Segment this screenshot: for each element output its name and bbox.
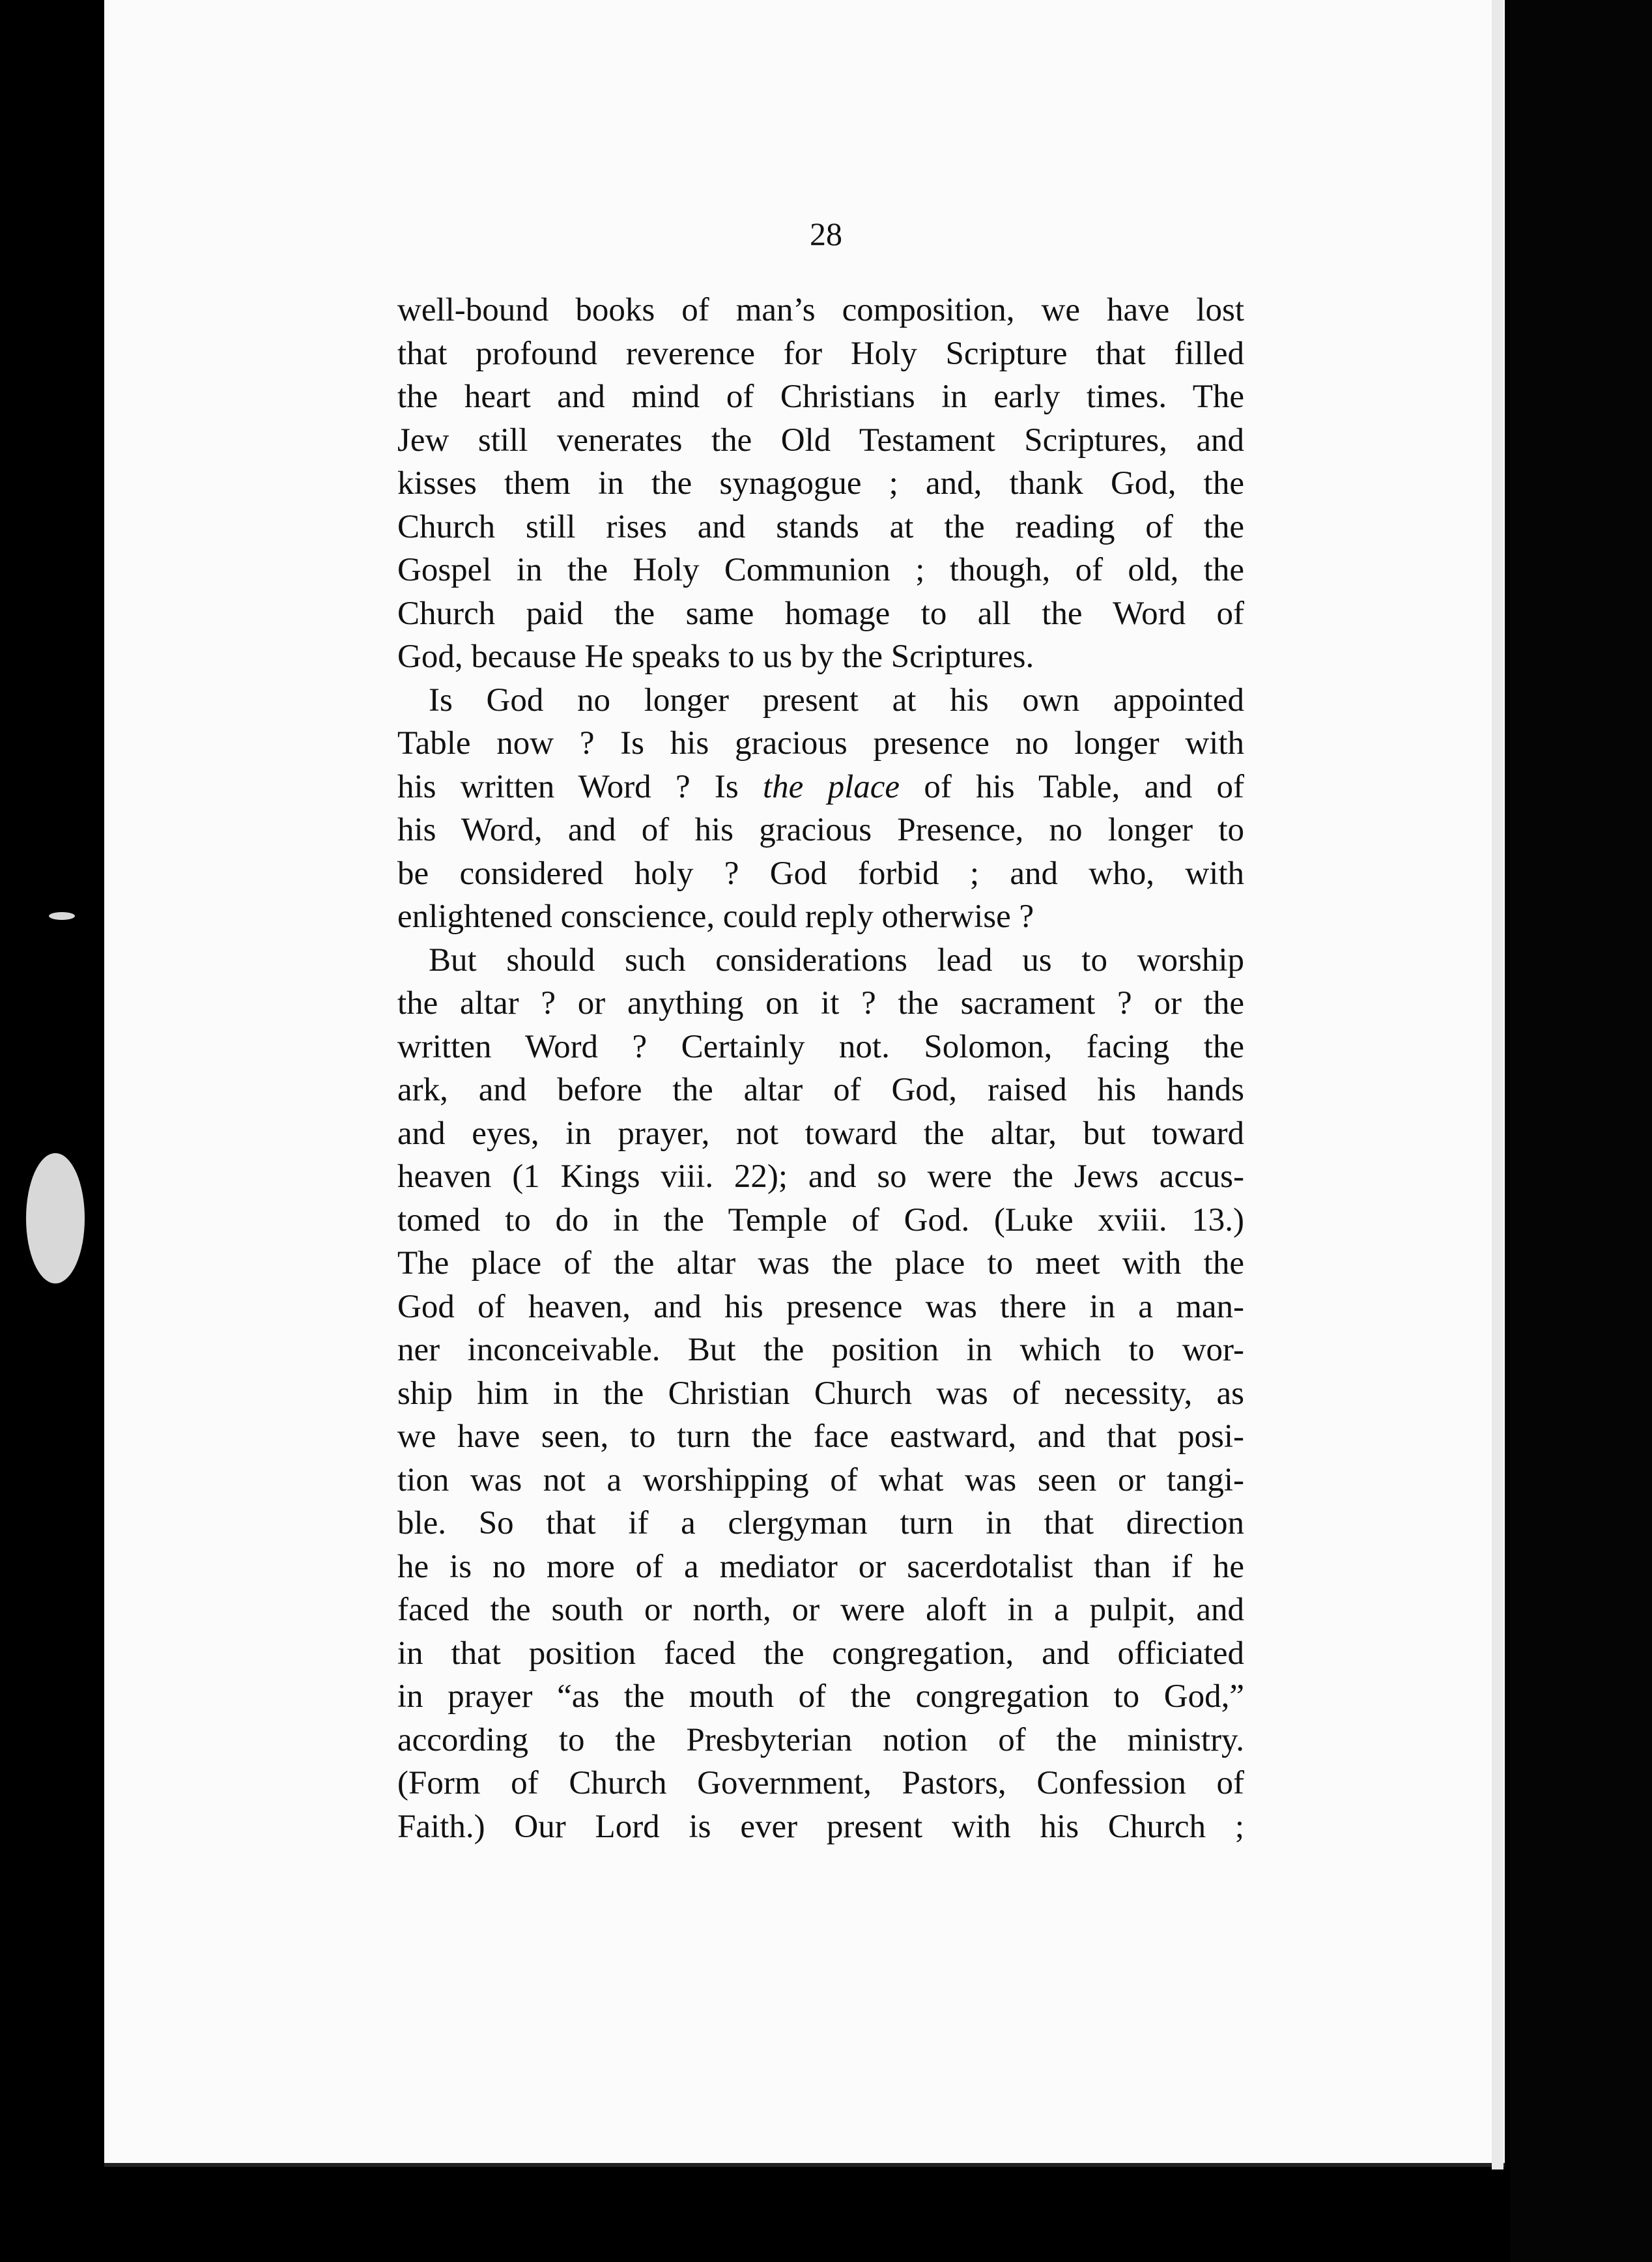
text-line: (Form of Church Government, Pastors, Confession of — [397, 1765, 1244, 1801]
page-edge — [1492, 0, 1503, 2169]
text-segment: of his Table, and of — [900, 768, 1245, 805]
text-line: ner inconceivable. But the position in which to wor- — [397, 1332, 1244, 1368]
text-line: his Word, and of his gracious Presence, no longer to — [397, 812, 1244, 848]
text-line: faced the south or north, or were aloft in a pulpit, and — [397, 1592, 1244, 1628]
text-line: be considered holy ? God forbid ; and who, with — [397, 855, 1244, 892]
text-line: Gospel in the Holy Communion ; though, of old, the — [397, 552, 1244, 588]
text-line: ship him in the Christian Church was of necessity, as — [397, 1375, 1244, 1412]
text-line: Is God no longer present at his own appointed — [429, 681, 1244, 719]
text-line: well-bound books of man’s composition, we have lost — [397, 292, 1244, 328]
text-line: the heart and mind of Christians in early times. The — [397, 379, 1244, 415]
scan-speck — [49, 912, 75, 920]
italic-phrase: the place — [763, 768, 900, 805]
body-text — [397, 289, 1244, 1848]
text-line: according to the Presbyterian notion of the ministry. — [397, 1721, 1244, 1758]
text-line: Faith.) Our Lord is ever present with his Church ; — [397, 1808, 1244, 1845]
text-line: Table now ? Is his gracious presence no longer with — [397, 725, 1244, 762]
text-line: kisses them in the synagogue ; and, thank God, the — [397, 465, 1244, 502]
text-line: tomed to do in the Temple of God. (Luke xviii. 13.) — [397, 1201, 1244, 1238]
text-line: Jew still venerates the Old Testament Scriptures, and — [397, 422, 1244, 459]
text-line: heaven (1 Kings viii. 22); and so were the Jews accus- — [397, 1158, 1244, 1195]
text-line: enlightened conscience, could reply otherwise ? — [397, 898, 1034, 935]
text-line: Church paid the same homage to all the Word of — [397, 595, 1244, 632]
text-segment: his written Word ? Is — [397, 768, 763, 805]
text-line: we have seen, to turn the face eastward, and that posi- — [397, 1418, 1244, 1455]
text-line: that profound reverence for Holy Scripture that filled — [397, 335, 1244, 372]
text-line: written Word ? Certainly not. Solomon, facing the — [397, 1028, 1244, 1065]
text-line-with-italic — [397, 766, 1244, 809]
text-line: and eyes, in prayer, not toward the altar, but toward — [397, 1115, 1244, 1152]
text-line: tion was not a worshipping of what was seen or tangi- — [397, 1461, 1244, 1498]
text-line: the altar ? or anything on it ? the sacrament ? or the — [397, 985, 1244, 1022]
text-line: God of heaven, and his presence was there in a man- — [397, 1288, 1244, 1325]
text-line: Church still rises and stands at the reading of the — [397, 508, 1244, 545]
text-line: But should such considerations lead us to worship — [429, 941, 1244, 979]
text-line: God, because He speaks to us by the Scriptures. — [397, 638, 1034, 675]
page-number: 28 — [810, 216, 842, 252]
text-line: ble. So that if a clergyman turn in that direction — [397, 1505, 1244, 1541]
text-line: The place of the altar was the place to meet with the — [397, 1245, 1244, 1281]
text-line: in that position faced the congregation, and officiated — [397, 1635, 1244, 1672]
scan-margin-dark — [1510, 0, 1652, 2262]
text-line: he is no more of a mediator or sacerdotalist than if he — [397, 1548, 1244, 1585]
scan-speck — [26, 1153, 85, 1283]
text-line: in prayer “as the mouth of the congregation to God,” — [397, 1678, 1244, 1715]
text-line: ark, and before the altar of God, raised his hands — [397, 1072, 1244, 1108]
